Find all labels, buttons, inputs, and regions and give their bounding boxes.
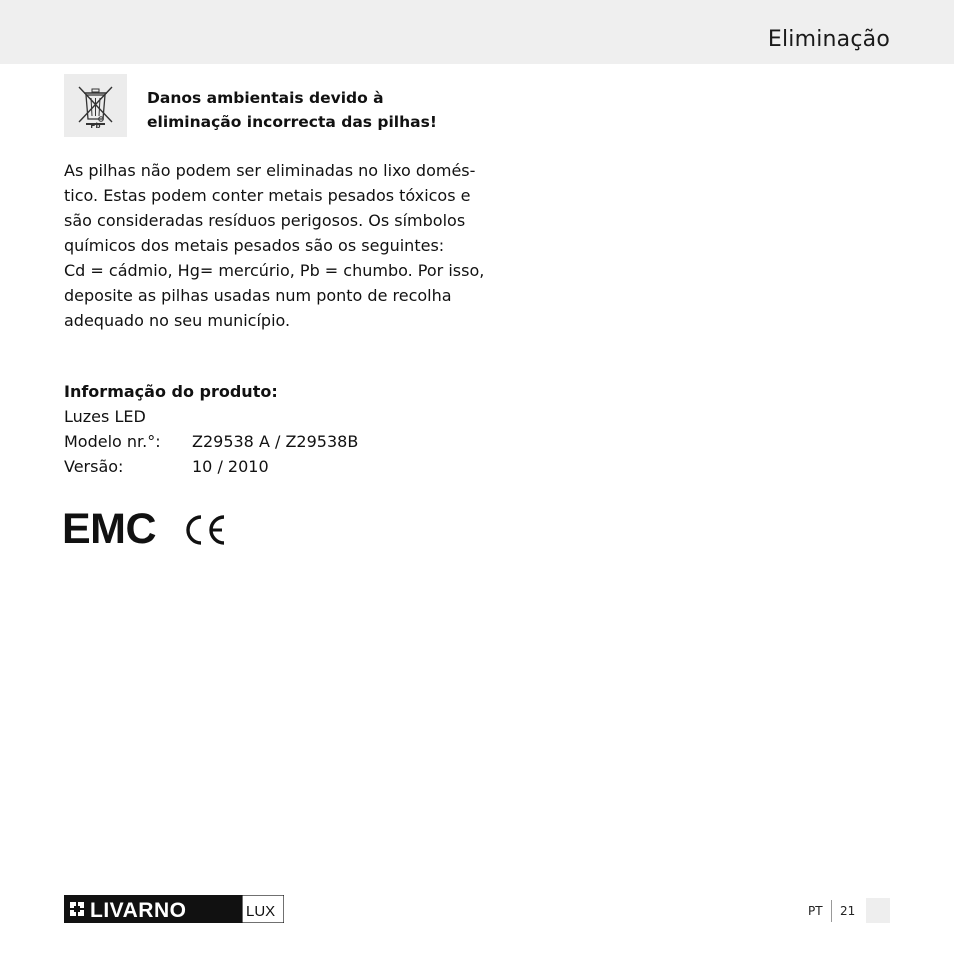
- paragraph-line: são consideradas resíduos perigosos. Os símbolos: [64, 211, 466, 230]
- paragraph-line: tico. Estas podem conter metais pesados tóxicos e: [64, 186, 471, 205]
- product-name: Luzes LED: [64, 407, 146, 426]
- page-title: Eliminação: [767, 27, 890, 52]
- product-info-heading: Informação do produto:: [64, 382, 278, 401]
- version-row: [64, 454, 484, 479]
- version-label: Versão:: [64, 457, 124, 476]
- page-number: 21: [840, 904, 856, 918]
- footer-tab: [866, 898, 890, 923]
- warning-heading: [147, 86, 487, 134]
- footer-divider: [831, 900, 832, 922]
- model-value: Z29538 A / Z29538B: [192, 432, 359, 451]
- bin-icon-label: Pb: [90, 122, 101, 130]
- paragraph-line: químicos dos metais pesados são os seguintes:: [64, 236, 445, 255]
- paragraph-line: As pilhas não podem ser eliminadas no lixo domés-: [64, 161, 476, 180]
- paragraph-line: Cd = cádmio, Hg= mercúrio, Pb = chumbo. Por isso,: [64, 261, 485, 280]
- livarno-logo-icon: [64, 895, 284, 927]
- model-label: Modelo nr.°:: [64, 432, 161, 451]
- warning-heading-line: eliminação incorrecta das pilhas!: [147, 113, 437, 131]
- language-code: PT: [808, 904, 823, 918]
- crossed-out-wheelie-bin-icon: [64, 74, 127, 137]
- battery-disposal-paragraph: [64, 158, 484, 333]
- paragraph-line: adequado no seu município.: [64, 311, 291, 330]
- brand-suffix: LUX: [246, 903, 276, 920]
- version-value: 10 / 2010: [192, 457, 269, 476]
- emc-mark: EMC: [62, 505, 157, 553]
- ce-mark-icon: [181, 513, 229, 551]
- model-row: [64, 429, 484, 454]
- brand-name: LIVARNO: [90, 899, 187, 922]
- paragraph-line: deposite as pilhas usadas num ponto de recolha: [64, 286, 452, 305]
- product-info: [64, 379, 484, 479]
- warning-heading-line: Danos ambientais devido à: [147, 89, 384, 107]
